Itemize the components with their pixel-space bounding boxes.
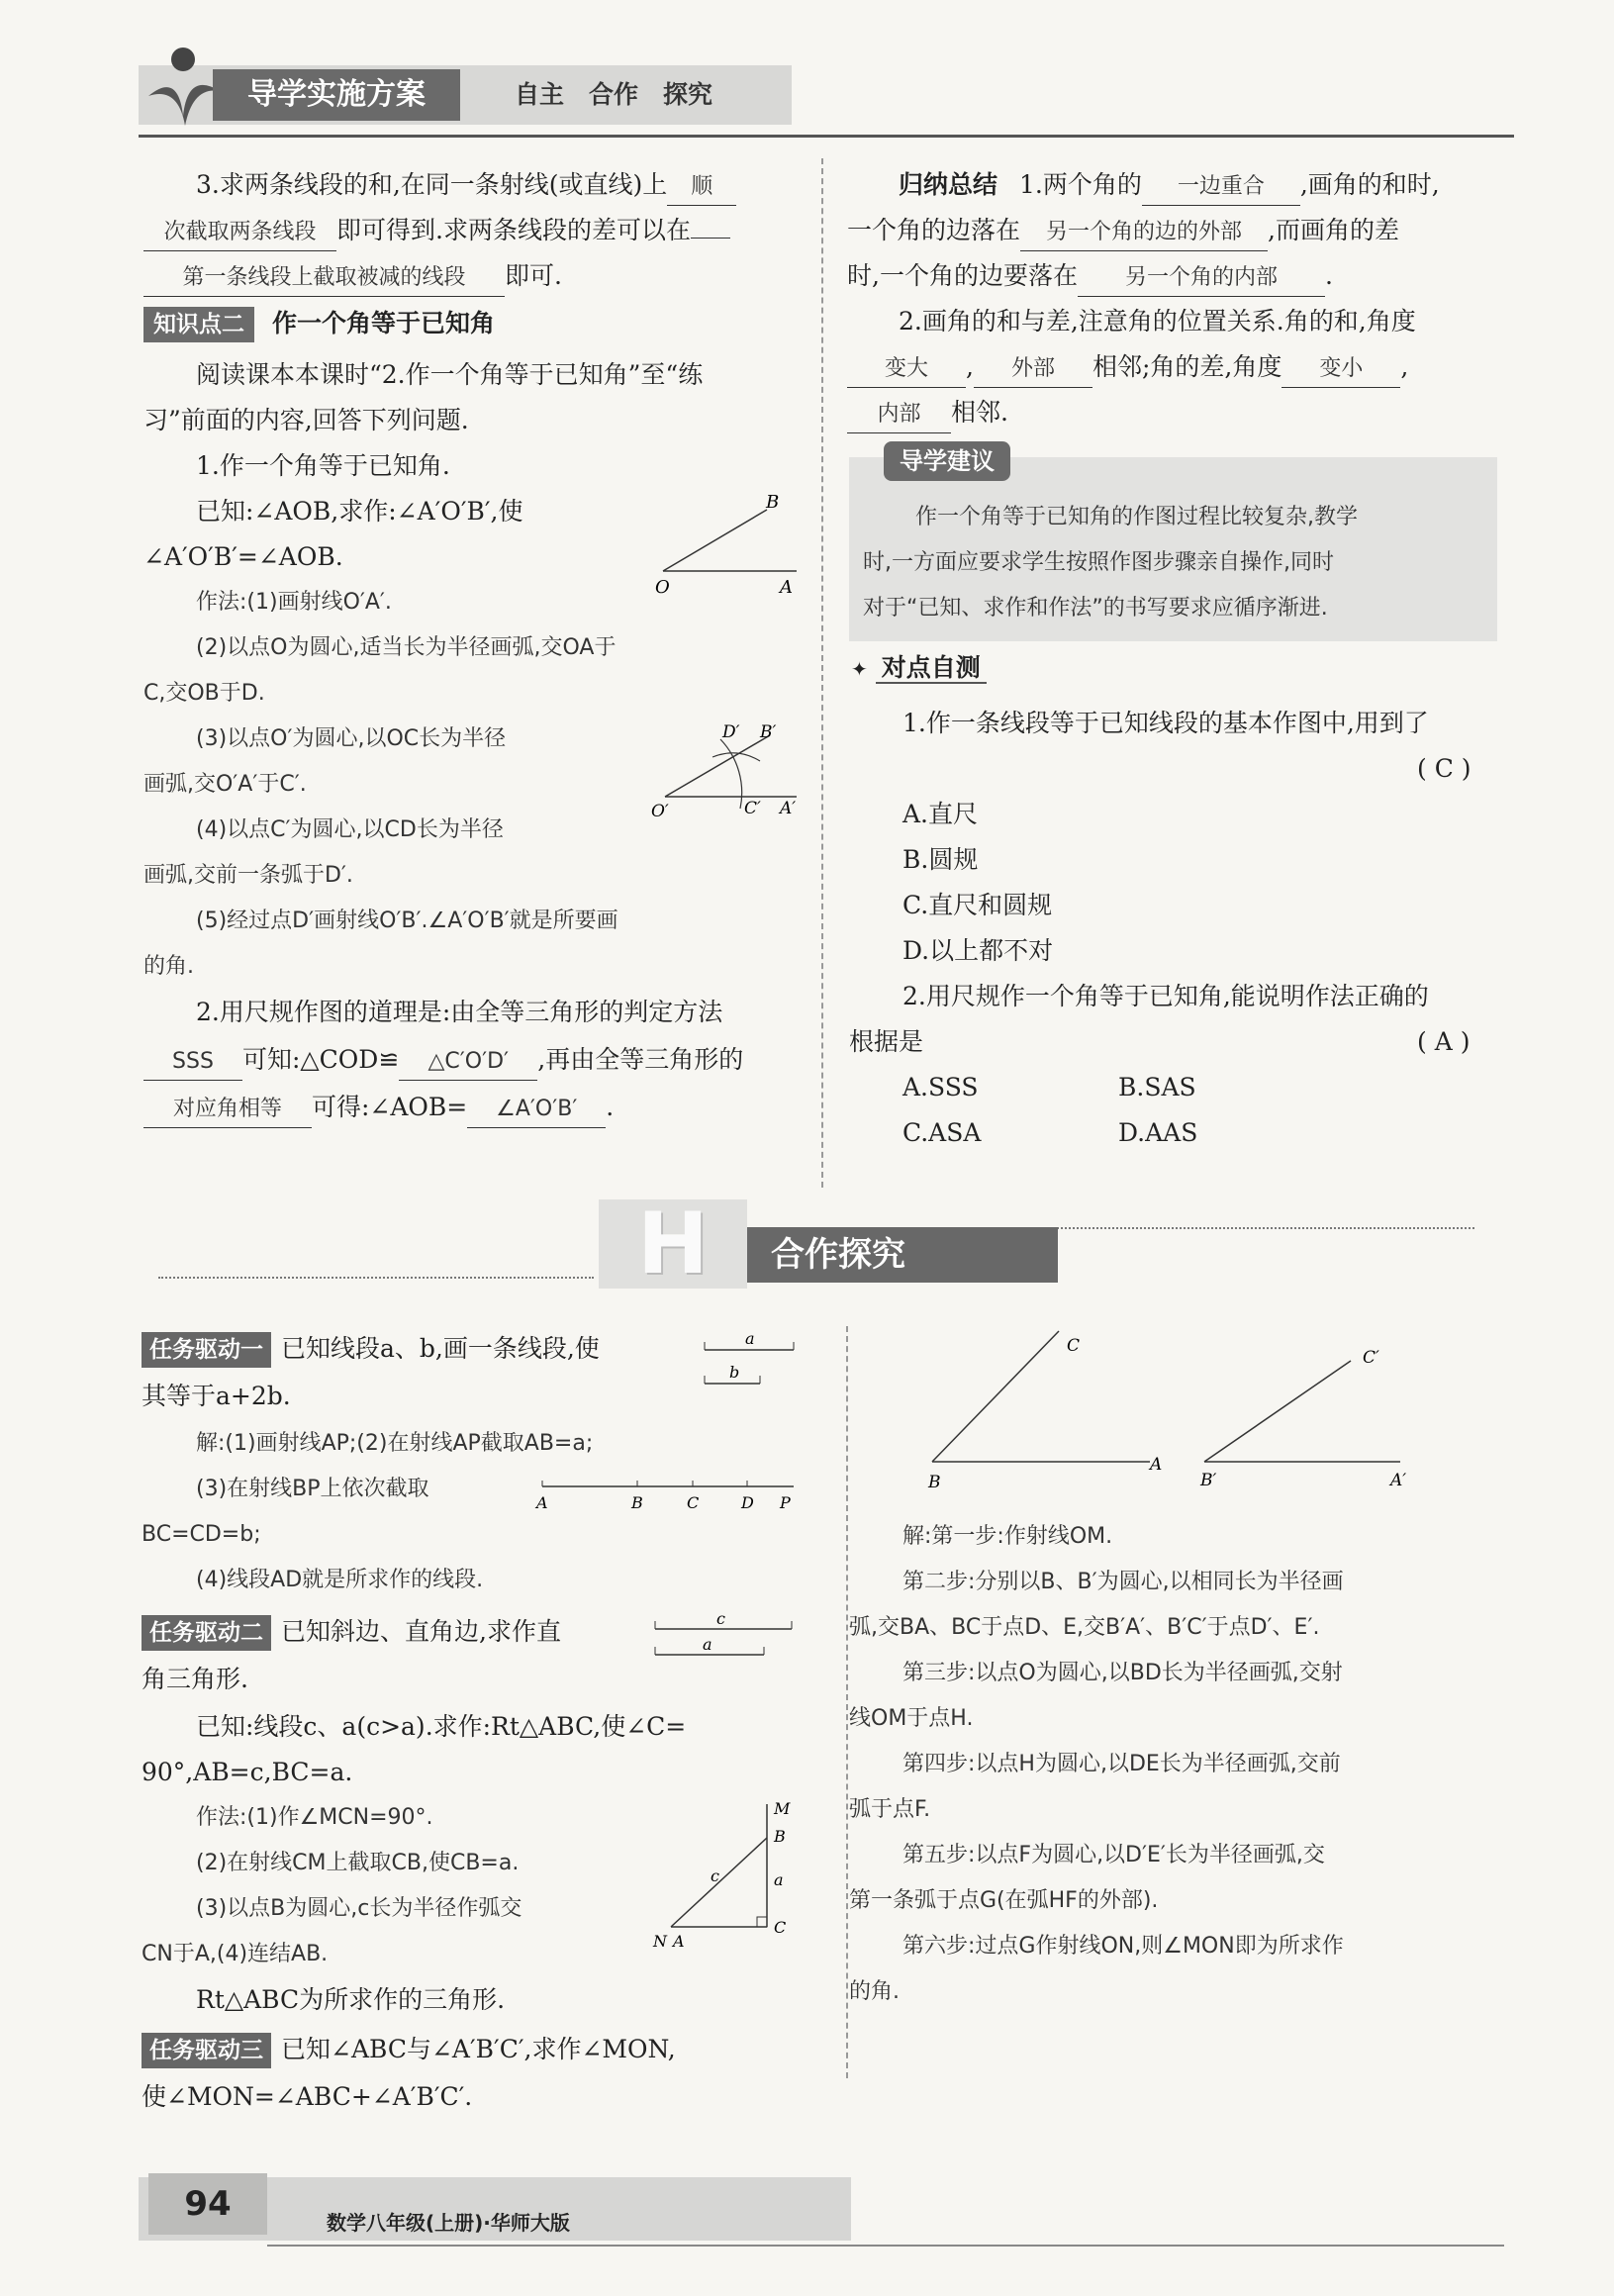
text-q1: 1.作一个角等于已知角. xyxy=(196,451,450,480)
solution-text: BC=CD=b; xyxy=(142,1522,261,1547)
text-summary: 相邻. xyxy=(951,398,1008,427)
question-2: 根据是 xyxy=(849,1027,924,1056)
header-tabs: 自主 合作 探究 xyxy=(515,80,713,109)
label-p: P xyxy=(780,1493,791,1512)
text-step: (3)以点O′为圆心,以OC长为半径 xyxy=(196,726,507,751)
section-title-cap xyxy=(1037,1227,1043,1283)
column-divider xyxy=(821,158,823,1188)
label-c: C xyxy=(687,1493,700,1512)
text-given: ∠A′O′B′=∠AOB. xyxy=(143,542,343,571)
step-text: 的角. xyxy=(849,1979,900,2004)
label-n: N xyxy=(653,1932,667,1951)
header-banner: 导学实施方案 xyxy=(213,69,460,121)
text-p3: 即可得到.求两条线段的差可以在 xyxy=(336,216,691,244)
right-triangle-figure xyxy=(643,1796,811,1960)
fill-blank: 内部 xyxy=(847,397,951,433)
label-b-prime: B′ xyxy=(1200,1471,1217,1489)
text-read: 习”前面的内容,回答下列问题. xyxy=(143,406,469,434)
section-title: 作一个角等于已知角 xyxy=(271,309,495,337)
label-o-prime: O′ xyxy=(651,802,669,821)
label-a: a xyxy=(703,1635,712,1654)
segments-ab-figure xyxy=(703,1326,802,1395)
text-q2: 2.用尺规作图的道理是:由全等三角形的判定方法 xyxy=(196,998,723,1026)
label-b: b xyxy=(729,1363,740,1382)
fill-blank: 外部 xyxy=(974,351,1092,388)
fill-blank: 顺 xyxy=(667,169,736,206)
fill-blank: 一边重合 xyxy=(1142,169,1300,206)
text-summary: . xyxy=(1324,261,1333,290)
text-summary: 1.两个角的 xyxy=(1018,170,1142,199)
option: D.AAS xyxy=(1118,1118,1198,1147)
label-b: B xyxy=(631,1493,643,1512)
answer-2: ( A ) xyxy=(1417,1027,1471,1056)
option: A.SSS xyxy=(902,1073,979,1101)
text-p3: 即可. xyxy=(505,261,562,290)
label-b: B xyxy=(774,1827,786,1846)
label-m: M xyxy=(774,1799,791,1818)
angle-abc-figure xyxy=(920,1321,1178,1499)
fill-blank: 第一条线段上截取被减的线段 xyxy=(143,260,505,297)
text-q2: . xyxy=(606,1093,615,1121)
advice-text: 时,一方面应要求学生按照作图步骤亲自操作,同时 xyxy=(863,550,1334,575)
option: B.SAS xyxy=(1118,1073,1196,1101)
summary-label: 归纳总结 xyxy=(899,170,998,199)
label-a: A xyxy=(536,1493,548,1512)
segments-ca-figure xyxy=(653,1613,802,1663)
fill-blank: SSS xyxy=(143,1044,242,1081)
text-step: C,交OB于D. xyxy=(143,681,265,706)
step-text: 弧,交BA、BC于点D、E,交B′A′、B′C′于点D′、E′. xyxy=(849,1615,1320,1640)
label-c-prime: C′ xyxy=(744,799,761,818)
column-divider-bottom xyxy=(846,1326,848,2078)
task-text: 已知∠ABC与∠A′B′C′,求作∠MON, xyxy=(281,2035,676,2063)
label-b: B xyxy=(766,492,780,513)
solution-text: 解:(1)画射线AP;(2)在射线AP截取AB=a; xyxy=(196,1431,594,1456)
header-rule xyxy=(139,135,1514,138)
solution-text: 作法:(1)作∠MCN=90°. xyxy=(196,1805,433,1830)
footer-rule xyxy=(267,2245,1504,2247)
text-summary: ,而画角的差 xyxy=(1268,216,1399,244)
label-a-prime: A′ xyxy=(1390,1471,1407,1489)
option: A.直尺 xyxy=(902,800,979,828)
star-icon: ✦ xyxy=(851,657,868,681)
label-a: A xyxy=(780,577,793,598)
text-summary: 相邻;角的差,角度 xyxy=(1092,352,1282,381)
text-step: (2)以点O为圆心,适当长为半径画弧,交OA于 xyxy=(196,635,617,660)
fill-blank: 变小 xyxy=(1282,351,1400,388)
answer-1: ( C ) xyxy=(1417,754,1472,783)
solution-text: (4)线段AD就是所求作的线段. xyxy=(196,1568,484,1592)
text-read: 阅读课本本课时“2.作一个角等于已知角”至“练 xyxy=(196,360,704,389)
step-text: 第四步:以点H为圆心,以DE长为半径画弧,交前 xyxy=(902,1752,1341,1776)
label-a: A xyxy=(1150,1455,1163,1475)
step-text: 弧于点F. xyxy=(849,1797,931,1822)
question-1: 1.作一条线段等于已知线段的基本作图中,用到了 xyxy=(902,709,1429,737)
fill-blank: △C′O′D′ xyxy=(399,1044,537,1081)
label-a: a xyxy=(745,1329,755,1348)
section-rule-right xyxy=(990,1227,1474,1229)
text-summary: 一个角的边落在 xyxy=(847,216,1021,244)
step-text: 第二步:分别以B、B′为圆心,以相同长为半径画 xyxy=(902,1570,1344,1594)
task-text: 90°,AB=c,BC=a. xyxy=(142,1758,353,1786)
fill-blank: 变大 xyxy=(847,351,966,388)
step-text: 第三步:以点O为圆心,以BD长为半径画弧,交射 xyxy=(902,1661,1343,1685)
text-step: (4)以点C′为圆心,以CD长为半径 xyxy=(196,817,504,842)
label-b-prime: B′ xyxy=(760,722,777,742)
advice-text: 对于“已知、求作和作法”的书写要求应循序渐进. xyxy=(863,596,1328,621)
text-summary: 2.画角的和与差,注意角的位置关系.角的和,角度 xyxy=(899,307,1416,335)
label-c: C xyxy=(774,1918,787,1937)
footer-book: 数学八年级(上册)·华师大版 xyxy=(327,2211,570,2235)
task-text: 已知线段a、b,画一条线段,使 xyxy=(281,1334,600,1363)
text-step: 画弧,交前一条弧于D′. xyxy=(143,863,353,888)
solution-text: (3)以点B为圆心,c长为半径作弧交 xyxy=(196,1896,522,1921)
fill-blank: 对应角相等 xyxy=(143,1092,312,1128)
label-a-side: a xyxy=(774,1870,784,1889)
construction-figure xyxy=(643,718,811,826)
step-text: 第六步:过点G作射线ON,则∠MON即为所求作 xyxy=(902,1934,1344,1959)
text-step: 画弧,交O′A′于C′. xyxy=(143,772,307,797)
self-test-heading xyxy=(851,645,987,692)
label-o: O xyxy=(655,577,670,598)
task-text: 使∠MON=∠ABC+∠A′B′C′. xyxy=(142,2082,473,2111)
text-summary: 时,一个角的边要落在 xyxy=(847,261,1078,290)
advice-text: 作一个角等于已知角的作图过程比较复杂,教学 xyxy=(915,505,1358,529)
fill-blank: 另一个角的内部 xyxy=(1078,260,1325,297)
task-label: 任务驱动二 xyxy=(142,1615,271,1651)
option: C.ASA xyxy=(902,1118,982,1147)
task-text: 已知:线段c、a(c>a).求作:Rt△ABC,使∠C= xyxy=(196,1712,687,1741)
solution-text: Rt△ABC为所求作的三角形. xyxy=(196,1985,506,2014)
advice-label: 导学建议 xyxy=(884,441,1010,481)
label-a-prime: A′ xyxy=(780,799,797,818)
step-text: 解:第一步:作射线OM. xyxy=(902,1524,1113,1549)
label-d: D xyxy=(741,1493,754,1512)
self-test-label: 对点自测 xyxy=(876,653,987,684)
text-p3: 3.求两条线段的和,在同一条射线(或直线)上 xyxy=(196,170,668,199)
fill-blank: 次截取两条线段 xyxy=(143,215,336,251)
task-text: 角三角形. xyxy=(142,1665,248,1693)
step-text: 第五步:以点F为圆心,以D′E′长为半径画弧,交 xyxy=(902,1843,1325,1867)
ray-figure xyxy=(534,1473,802,1517)
label-c-prime: C′ xyxy=(1363,1348,1379,1368)
section-title: 合作探究 xyxy=(747,1227,1058,1283)
task-label: 任务驱动一 xyxy=(142,1332,271,1368)
label-a: A xyxy=(673,1932,685,1951)
text-q2: ,再由全等三角形的 xyxy=(537,1045,744,1074)
label-c-side: c xyxy=(711,1866,719,1885)
task-label: 任务驱动三 xyxy=(142,2033,271,2068)
angle-abc-prime-figure xyxy=(1192,1341,1450,1489)
step-text: 第一条弧于点G(在弧HF的外部). xyxy=(849,1888,1159,1913)
knowledge-point-heading xyxy=(143,301,495,346)
text-step: 作法:(1)画射线O′A′. xyxy=(196,590,392,615)
text-q2: 可知:△COD≌ xyxy=(242,1045,400,1074)
text-given: 已知:∠AOB,求作:∠A′O′B′,使 xyxy=(196,497,523,526)
label-b: B xyxy=(928,1473,941,1492)
section-label: 知识点二 xyxy=(143,307,254,342)
text-step: (5)经过点D′画射线O′B′.∠A′O′B′就是所要画 xyxy=(196,909,618,933)
option: B.圆规 xyxy=(902,845,979,874)
text-step: 的角. xyxy=(143,954,194,979)
question-2: 2.用尺规作一个角等于已知角,能说明作法正确的 xyxy=(902,982,1429,1010)
section-letter: H xyxy=(599,1199,747,1289)
task-text: 已知斜边、直角边,求作直 xyxy=(281,1617,561,1646)
label-c: C xyxy=(1067,1336,1081,1356)
label-d-prime: D′ xyxy=(722,722,740,742)
angle-aob-figure xyxy=(643,490,811,599)
text-summary: ,画角的和时, xyxy=(1299,170,1440,199)
text-q2: 可得:∠AOB= xyxy=(312,1093,468,1121)
fill-blank: 另一个角的边的外部 xyxy=(1020,215,1268,251)
solution-text: CN于A,(4)连结AB. xyxy=(142,1942,329,1966)
solution-text: (3)在射线BP上依次截取 xyxy=(196,1477,429,1501)
option: D.以上都不对 xyxy=(902,936,1054,965)
step-text: 线OM于点H. xyxy=(849,1706,974,1731)
fill-blank: ∠A′O′B′ xyxy=(467,1092,606,1128)
solution-text: (2)在射线CM上截取CB,使CB=a. xyxy=(196,1851,520,1875)
page-number: 94 xyxy=(148,2173,267,2235)
section-rule-left xyxy=(158,1277,594,1279)
task-text: 其等于a+2b. xyxy=(142,1382,291,1410)
option: C.直尺和圆规 xyxy=(902,891,1053,919)
label-c: c xyxy=(716,1613,725,1628)
